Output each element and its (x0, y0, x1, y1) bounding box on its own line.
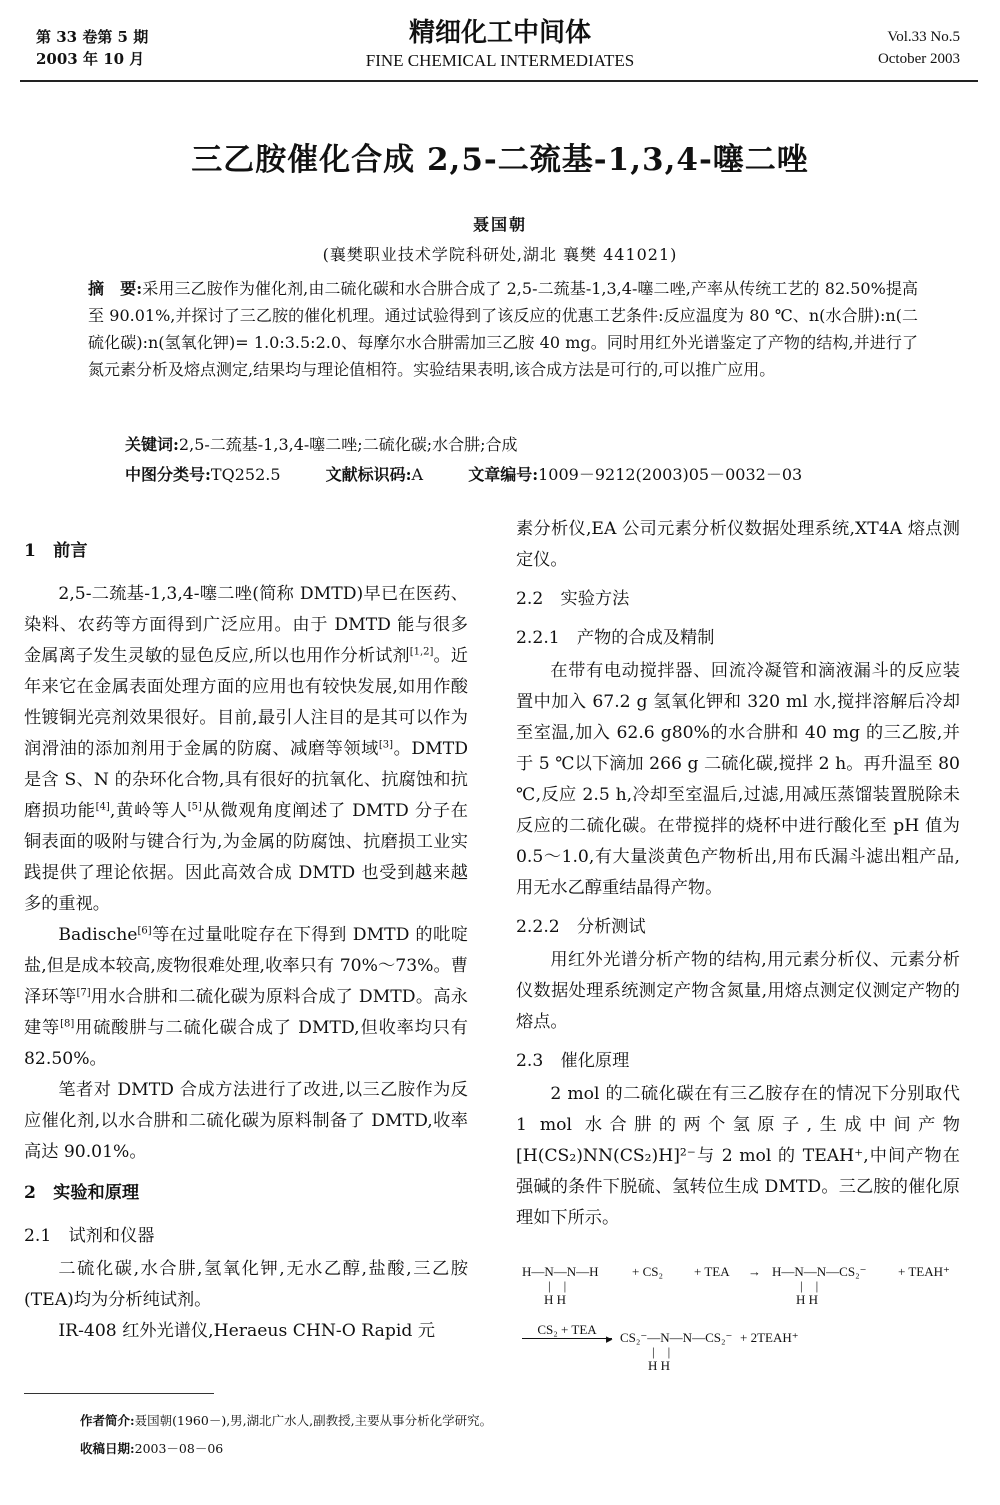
bond-lines: | | (800, 1278, 819, 1293)
date-en: October 2003 (877, 51, 960, 67)
section-1-paragraph-2 (24, 920, 468, 1075)
author-bio (80, 1408, 492, 1434)
right-column (516, 514, 960, 1234)
reaction-1-tea: + TEA (694, 1264, 730, 1279)
section-2-1-paragraph-2: IR-408 红外光谱仪,Heraeus CHN-O Rapid 元 (58, 1321, 436, 1341)
author-name: 聂国朝 (472, 215, 527, 234)
reaction-1-arrow: → (748, 1264, 761, 1279)
section-2-title: 2 实验和原理 (24, 1183, 140, 1203)
section-1-title: 1 前言 (24, 541, 88, 561)
bond-lines: | | (548, 1278, 567, 1293)
paper-title: 三乙胺催化合成 2,5-二巯基-1,3,4-噻二唑 (191, 142, 809, 178)
reaction-scheme (522, 1264, 982, 1394)
citation-4: [4] (95, 801, 110, 813)
section-2-3-paragraph: 2 mol 的二硫化碳在有三乙胺存在的情况下分别取代 1 mol 水合肼的两个氢原子,生成中间产物[H(CS₂)NN(CS₂)H]²⁻与 2 mol 的 TEAH⁺,中间产物在强碱的条件下脱硫、氢转位生成 DMTD。三乙胺的催化原理如下所示。 (516, 1084, 960, 1228)
received-date-text: 2003－08－06 (134, 1441, 224, 1456)
issue-info-en (878, 26, 960, 70)
date-cn: 2003 年 10 月 (36, 50, 145, 68)
citation-5: [5] (187, 801, 202, 813)
journal-name-cn: 精细化工中间体 (408, 18, 591, 48)
keywords (125, 432, 517, 455)
reaction-1-product: H—N—N—CS₂⁻ (772, 1264, 867, 1279)
header-rule (20, 80, 978, 82)
received-date-label: 收稿日期: (80, 1441, 135, 1456)
section-2-1-title: 2.1 试剂和仪器 (24, 1226, 155, 1246)
section-1-paragraph-1 (24, 579, 468, 920)
reaction-1-reactant: H—N—N—H (522, 1264, 599, 1279)
citation-7: [7] (76, 987, 91, 999)
citation-3: [3] (378, 739, 394, 751)
text-run: 等在过量吡啶存在下得到 DMTD 的吡啶盐,但是成本较高,废物很难处理,收率只有 70%～73%。曹泽环等 (24, 925, 468, 1007)
abstract-label: 摘 要: (88, 279, 143, 298)
section-1-paragraph-3: 笔者对 DMTD 合成方法进行了改进,以三乙胺作为反应催化剂,以水合肼和二硫化碳为原料制备了 DMTD,收率高达 90.01%。 (24, 1080, 468, 1162)
text-run: 用水合肼和二硫化碳为原料合成了 DMTD。高永建等 (24, 987, 468, 1038)
text-run: Badische (58, 925, 138, 945)
text-run: 从微观角度阐述了 DMTD 分子在铜表面的吸附与键合行为,为金属的防腐蚀、抗磨损工业实践提供了理论依据。因此高效合成 DMTD 也受到越来越多的重视。 (24, 801, 468, 914)
clc-label: 中图分类号: (125, 465, 211, 484)
author-affiliation: (襄樊职业技术学院科研处,湖北 襄樊 441021) (322, 245, 678, 264)
author-bio-text: 聂国朝(1960－),男,湖北广水人,副教授,主要从事分析化学研究。 (134, 1413, 493, 1428)
keywords-text: 2,5-二巯基-1,3,4-噻二唑;二硫化碳;水合肼;合成 (178, 435, 518, 454)
author-bio-label: 作者简介: (80, 1413, 135, 1428)
citation-8: [8] (60, 1018, 75, 1030)
hydrogen-pair: H H (648, 1358, 671, 1373)
hydrogen-pair: H H (544, 1292, 567, 1307)
classification-line (125, 462, 842, 485)
clc-value: TQ252.5 (210, 465, 281, 484)
hydrogen-pair: H H (796, 1292, 819, 1307)
section-2-3-title: 2.3 催化原理 (516, 1051, 630, 1071)
section-2-1-paragraph-1: 二硫化碳,水合肼,氢氧化钾,无水乙醇,盐酸,三乙胺(TEA)均为分析纯试剂。 (24, 1259, 468, 1310)
article-number-value: 1009－9212(2003)05－0032－03 (538, 465, 803, 484)
reaction-1-teah: + TEAH⁺ (898, 1264, 950, 1279)
bond-lines: | | (652, 1344, 671, 1359)
journal-name-en: FINE CHEMICAL INTERMEDIATES (365, 51, 635, 70)
citation-6: [6] (137, 925, 152, 937)
text-run: ,黄岭等人 (109, 801, 188, 821)
left-column (24, 526, 468, 1347)
section-2-2-2-title: 2.2.2 分析测试 (516, 917, 646, 937)
footnote-rule (24, 1393, 214, 1394)
continued-paragraph: 素分析仪,EA 公司元素分析仪数据处理系统,XT4A 熔点测定仪。 (516, 519, 960, 570)
journal-header (0, 16, 1000, 72)
arrow-head: ▸ (606, 1331, 613, 1346)
text-run: 。DMTD 是含 S、N 的杂环化合物,具有很好的抗氧化、抗腐蚀和抗磨损功能 (24, 739, 468, 821)
doc-code-label: 文献标识码: (325, 465, 412, 484)
reaction-2-teah: + 2TEAH⁺ (740, 1330, 799, 1345)
volume-issue-cn: 第 33 卷第 5 期 (36, 28, 149, 46)
received-date (80, 1436, 223, 1462)
keywords-label: 关键词: (125, 435, 179, 454)
section-2-2-1-paragraph: 在带有电动搅拌器、回流冷凝管和滴液漏斗的反应装置中加入 67.2 g 氢氧化钾和 320 ml 水,搅拌溶解后冷却至室温,加入 62.6 g80%的水合肼和 40 mg 的三乙胺,并于 5 ℃以下滴加 266 g 二硫化碳,搅拌 2 h。再升温至 80 ℃,反应 2.5 h,冷却至室温后,过滤,用减压蒸馏装置脱除未反应的二硫化碳。在带搅拌的烧杯中进行酸化至 pH 值为 0.5～1.0,有大量淡黄色产物析出,用布氏漏斗滤出粗产品,用无水乙醇重结晶得产物。 (516, 661, 960, 898)
reaction-1-cs2: + CS₂ (632, 1264, 664, 1279)
section-2-2-title: 2.2 实验方法 (516, 589, 630, 609)
abstract-text: 采用三乙胺作为催化剂,由二硫化碳和水合肼合成了 2,5-二巯基-1,3,4-噻二唑,产率从传统工艺的 82.50%提高至 90.01%,并探讨了三乙胺的催化机理。通过试验得到了该反应的优惠工艺条件:反应温度为 80 ℃、n(水合肼):n(二硫化碳):n(氢氧化钾)= 1.0:3.5:2.0、每摩尔水合肼需加三乙胺 40 mg。同时用红外光谱鉴定了产物的结构,并进行了氮元素分析及熔点测定,结果均与理论值相符。实验结果表明,该合成方法是可行的,可以推广应用。 (88, 279, 918, 379)
text-run: 。近年来它在金属表面处理方面的应用也有较快发展,如用作酸性镀铜光亮剂效果很好。目前,最引人注目的是其可以作为润滑油的添加剂用于金属的防腐、减磨等领域 (24, 646, 468, 759)
text-run: 2,5-二巯基-1,3,4-噻二唑(简称 DMTD)早已在医药、染料、农药等方面得到广泛应用。由于 DMTD 能与很多金属离子发生灵敏的显色反应,所以也用作分析试剂 (24, 584, 468, 666)
section-2-2-1-title: 2.2.1 产物的合成及精制 (516, 628, 715, 648)
reaction-2-product: CS₂⁻—N—N—CS₂⁻ (620, 1330, 733, 1345)
reaction-2-condition: CS₂ + TEA (537, 1322, 597, 1337)
article-number-label: 文章编号: (468, 465, 539, 484)
section-2-2-2-paragraph: 用红外光谱分析产物的结构,用元素分析仪、元素分析仪数据处理系统测定产物含氮量,用熔点测定仪测定产物的熔点。 (516, 950, 960, 1032)
abstract (88, 275, 918, 383)
citation-1-2: [1,2] (409, 646, 434, 658)
reaction-2-arrow (522, 1338, 612, 1339)
text-run: 用硫酸肼与二硫化碳合成了 DMTD,但收率均只有 82.50%。 (24, 1018, 468, 1069)
volume-issue-en: Vol.33 No.5 (887, 29, 960, 45)
doc-code-value: A (411, 465, 424, 484)
